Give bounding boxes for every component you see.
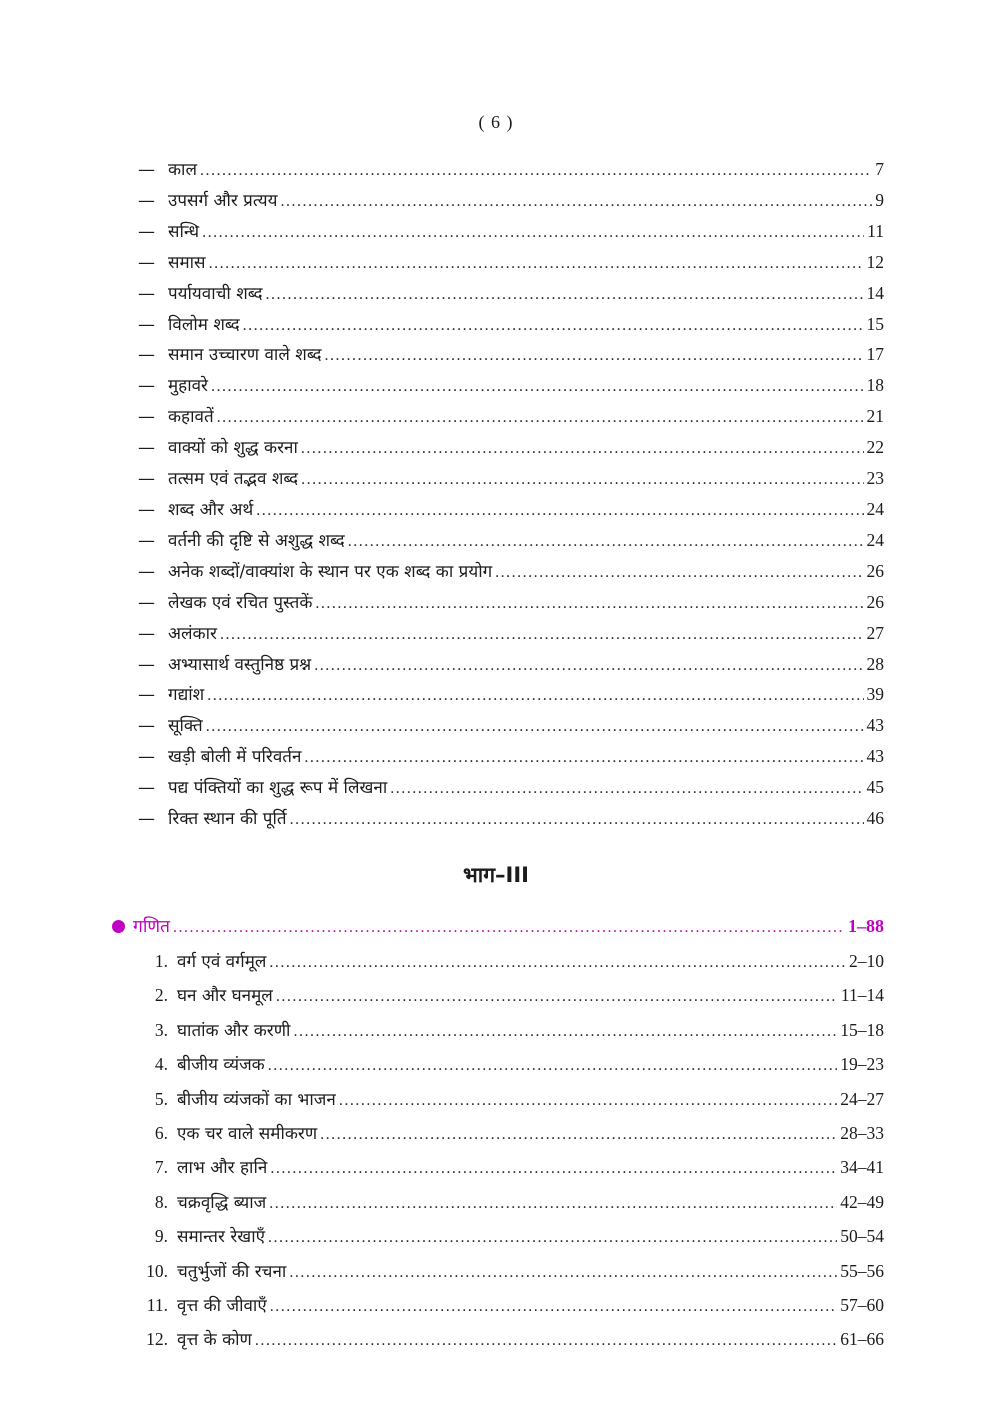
dot-leader: [209, 250, 864, 279]
chapter-pages: 50–54: [840, 1226, 884, 1247]
dot-leader: [206, 713, 864, 742]
chapter-item: [138, 979, 884, 1013]
dash-marker: —: [138, 190, 155, 211]
dot-leader: [270, 1290, 838, 1323]
toc-item-title: कहावतें: [168, 407, 214, 428]
chapter-item: [138, 1323, 884, 1357]
toc-item-title: वाक्यों को शुद्ध करना: [168, 438, 298, 459]
toc-item-page: 9: [875, 189, 884, 210]
dot-leader: [269, 946, 846, 979]
toc-item: [138, 217, 884, 248]
toc-item-title: समान उच्चारण वाले शब्द: [168, 345, 322, 366]
dot-leader: [268, 1221, 837, 1254]
toc-item-page: 45: [866, 777, 884, 798]
dot-leader: [173, 911, 845, 945]
dot-leader: [269, 1187, 837, 1220]
dash-marker: —: [138, 469, 155, 490]
chapter-item: [138, 1289, 884, 1323]
toc-item-page: 23: [866, 468, 884, 489]
chapter-number: 2.: [154, 985, 168, 1006]
chapter-number: 11.: [146, 1295, 168, 1315]
chapter-item: [138, 1186, 884, 1220]
dot-leader: [390, 775, 863, 804]
chapter-pages: 55–56: [840, 1260, 884, 1281]
chapter-pages: 19–23: [840, 1054, 884, 1075]
toc-item: [138, 402, 884, 433]
hindi-topics-list: [138, 155, 884, 835]
dash-marker: —: [138, 407, 155, 428]
chapter-number: 5.: [154, 1088, 168, 1109]
toc-item: [138, 773, 884, 804]
math-section-row: [112, 909, 884, 945]
chapter-pages: 11–14: [840, 985, 884, 1006]
dash-marker: —: [138, 530, 155, 551]
chapter-title: वृत्त की जीवाएँ: [177, 1296, 267, 1316]
toc-item: [138, 464, 884, 495]
toc-item: [138, 804, 884, 835]
toc-item-page: 24: [866, 498, 884, 519]
part-heading: भाग–III: [463, 862, 529, 887]
dash-marker: —: [138, 314, 155, 335]
chapter-number: 10.: [146, 1260, 168, 1281]
dot-leader: [348, 528, 864, 557]
toc-item: [138, 248, 884, 279]
toc-item-title: सन्धि: [168, 221, 200, 242]
dash-marker: —: [138, 654, 155, 675]
toc-item-title: लेखक एवं रचित पुस्तकें: [168, 592, 313, 613]
chapter-title: चक्रवृद्धि ब्याज: [177, 1192, 267, 1213]
chapter-item: [138, 1255, 884, 1289]
chapter-item: [138, 1220, 884, 1254]
math-section-title: गणित: [133, 916, 171, 937]
dash-marker: —: [138, 376, 155, 397]
toc-item-page: 28: [866, 653, 884, 674]
dot-leader: [325, 342, 864, 371]
toc-item-page: 46: [866, 808, 884, 829]
toc-item-page: 11: [867, 220, 884, 241]
page-number-label: ( 6 ): [478, 112, 514, 132]
dot-leader: [290, 806, 864, 835]
toc-item-title: विलोम शब्द: [168, 314, 240, 335]
dot-leader: [315, 590, 863, 619]
toc-item: [138, 588, 884, 619]
bullet-icon: [112, 920, 125, 933]
dash-marker: —: [138, 561, 155, 582]
chapter-item: [138, 945, 884, 979]
toc-item: [138, 340, 884, 371]
toc-item-page: 15: [866, 313, 884, 334]
toc-item-title: पर्यायवाची शब्द: [168, 283, 263, 304]
dot-leader: [301, 466, 863, 495]
chapter-title: लाभ और हानि: [177, 1158, 268, 1179]
chapter-number: 7.: [154, 1157, 168, 1178]
math-section-pages: 1–88: [848, 915, 884, 936]
toc-item-title: तत्सम एवं तद्भव शब्द: [168, 469, 299, 490]
chapter-number: 4.: [154, 1054, 168, 1075]
toc-item: [138, 186, 884, 217]
dot-leader: [243, 312, 864, 341]
chapter-pages: 28–33: [840, 1122, 884, 1143]
dash-marker: —: [138, 252, 155, 273]
chapter-number: 12.: [146, 1329, 168, 1350]
chapter-title: एक चर वाले समीकरण: [177, 1123, 318, 1144]
chapter-number: 8.: [154, 1191, 168, 1212]
dash-marker: —: [138, 283, 155, 304]
chapter-title: बीजीय व्यंजक: [177, 1055, 265, 1076]
toc-item-page: 24: [866, 529, 884, 550]
toc-item-title: वर्तनी की दृष्टि से अशुद्ध शब्द: [168, 530, 345, 551]
toc-item: [138, 650, 884, 681]
chapter-title: चतुर्भुजों की रचना: [177, 1261, 287, 1282]
chapter-number: 6.: [154, 1122, 168, 1143]
toc-item-page: 43: [866, 715, 884, 736]
toc-item: [138, 310, 884, 341]
chapter-title: घातांक और करणी: [177, 1020, 291, 1041]
dash-marker: —: [138, 809, 155, 830]
toc-item-title: गद्यांश: [168, 685, 205, 706]
toc-item-page: 18: [866, 375, 884, 396]
chapter-item: [138, 1151, 884, 1185]
chapter-title: वर्ग एवं वर्गमूल: [177, 951, 267, 972]
toc-item-title: काल: [168, 160, 197, 180]
chapter-title: समान्तर रेखाएँ: [177, 1227, 266, 1248]
toc-item-title: रिक्त स्थान की पूर्ति: [168, 809, 287, 830]
dot-leader: [207, 682, 863, 711]
toc-item: [138, 680, 884, 711]
chapter-pages: 2–10: [849, 950, 884, 971]
toc-item: [138, 155, 884, 186]
dot-leader: [270, 1152, 837, 1185]
toc-item: [138, 371, 884, 402]
dash-marker: —: [138, 160, 155, 180]
toc-item-title: खड़ी बोली में परिवर्तन: [168, 747, 302, 768]
toc-item: [138, 557, 884, 588]
dash-marker: —: [138, 345, 155, 366]
toc-item-page: 14: [866, 282, 884, 303]
chapter-number: 9.: [154, 1226, 168, 1247]
dot-leader: [320, 1118, 837, 1151]
chapter-item: [138, 1117, 884, 1151]
dash-marker: —: [138, 716, 155, 737]
toc-item: [138, 742, 884, 773]
chapter-pages: 34–41: [840, 1157, 884, 1178]
chapter-title: बीजीय व्यंजकों का भाजन: [177, 1089, 336, 1110]
dot-leader: [495, 559, 863, 588]
dot-leader: [211, 373, 863, 402]
chapter-number: 1.: [154, 950, 168, 971]
toc-item-page: 26: [866, 591, 884, 612]
chapter-title: वृत्त के कोण: [177, 1330, 252, 1351]
toc-item-title: शब्द और अर्थ: [168, 499, 254, 520]
dot-leader: [202, 219, 864, 248]
toc-item-title: उपसर्ग और प्रत्यय: [168, 190, 278, 211]
dash-marker: —: [138, 438, 155, 459]
dot-leader: [217, 404, 864, 433]
dot-leader: [301, 435, 864, 464]
toc-item-title: अनेक शब्दों/वाक्यांश के स्थान पर एक शब्द का प्रयोग: [168, 561, 493, 582]
dot-leader: [304, 744, 863, 773]
chapter-pages: 15–18: [840, 1019, 884, 1040]
toc-item-title: सूक्ति: [168, 716, 203, 737]
chapter-pages: 24–27: [840, 1088, 884, 1109]
toc-item: [138, 279, 884, 310]
dot-leader: [265, 281, 863, 310]
toc-item-title: अभ्यासार्थ वस्तुनिष्ठ प्रश्न: [168, 654, 312, 675]
dot-leader: [268, 1049, 838, 1082]
toc-item-title: पद्य पंक्तियों का शुद्ध रूप में लिखना: [168, 778, 388, 799]
toc-item-page: 26: [866, 560, 884, 581]
chapter-item: [138, 1014, 884, 1048]
toc-item-page: 39: [866, 684, 884, 705]
dash-marker: —: [138, 221, 155, 242]
toc-item-title: समास: [168, 252, 206, 273]
toc-item-page: 21: [866, 406, 884, 427]
dot-leader: [281, 188, 873, 217]
toc-item: [138, 711, 884, 742]
toc-item-page: 12: [866, 251, 884, 272]
dot-leader: [339, 1084, 837, 1117]
toc-item-page: 7: [875, 159, 884, 179]
chapter-number: 3.: [154, 1019, 168, 1040]
chapter-pages: 57–60: [840, 1295, 884, 1315]
math-chapters-list: [138, 945, 884, 1358]
toc-item-page: 27: [866, 622, 884, 643]
dot-leader: [256, 497, 863, 526]
toc-item: [138, 495, 884, 526]
dot-leader: [289, 1256, 837, 1289]
toc-item-page: 43: [866, 746, 884, 767]
dot-leader: [200, 157, 872, 186]
chapter-pages: 42–49: [840, 1191, 884, 1212]
toc-item-title: अलंकार: [168, 623, 217, 644]
dash-marker: —: [138, 778, 155, 799]
dash-marker: —: [138, 499, 155, 520]
toc-item-page: 22: [866, 437, 884, 458]
dot-leader: [255, 1324, 837, 1357]
dash-marker: —: [138, 592, 155, 613]
dash-marker: —: [138, 685, 155, 706]
toc-item-title: मुहावरे: [168, 376, 209, 397]
dot-leader: [276, 980, 838, 1013]
toc-item: [138, 433, 884, 464]
dot-leader: [293, 1015, 837, 1048]
chapter-pages: 61–66: [840, 1329, 884, 1350]
chapter-title: घन और घनमूल: [177, 986, 273, 1007]
chapter-item: [138, 1048, 884, 1082]
dot-leader: [314, 652, 863, 681]
dash-marker: —: [138, 747, 155, 768]
toc-item-page: 17: [866, 344, 884, 365]
dot-leader: [220, 621, 864, 650]
chapter-item: [138, 1083, 884, 1117]
toc-item: [138, 526, 884, 557]
dash-marker: —: [138, 623, 155, 644]
toc-item: [138, 619, 884, 650]
